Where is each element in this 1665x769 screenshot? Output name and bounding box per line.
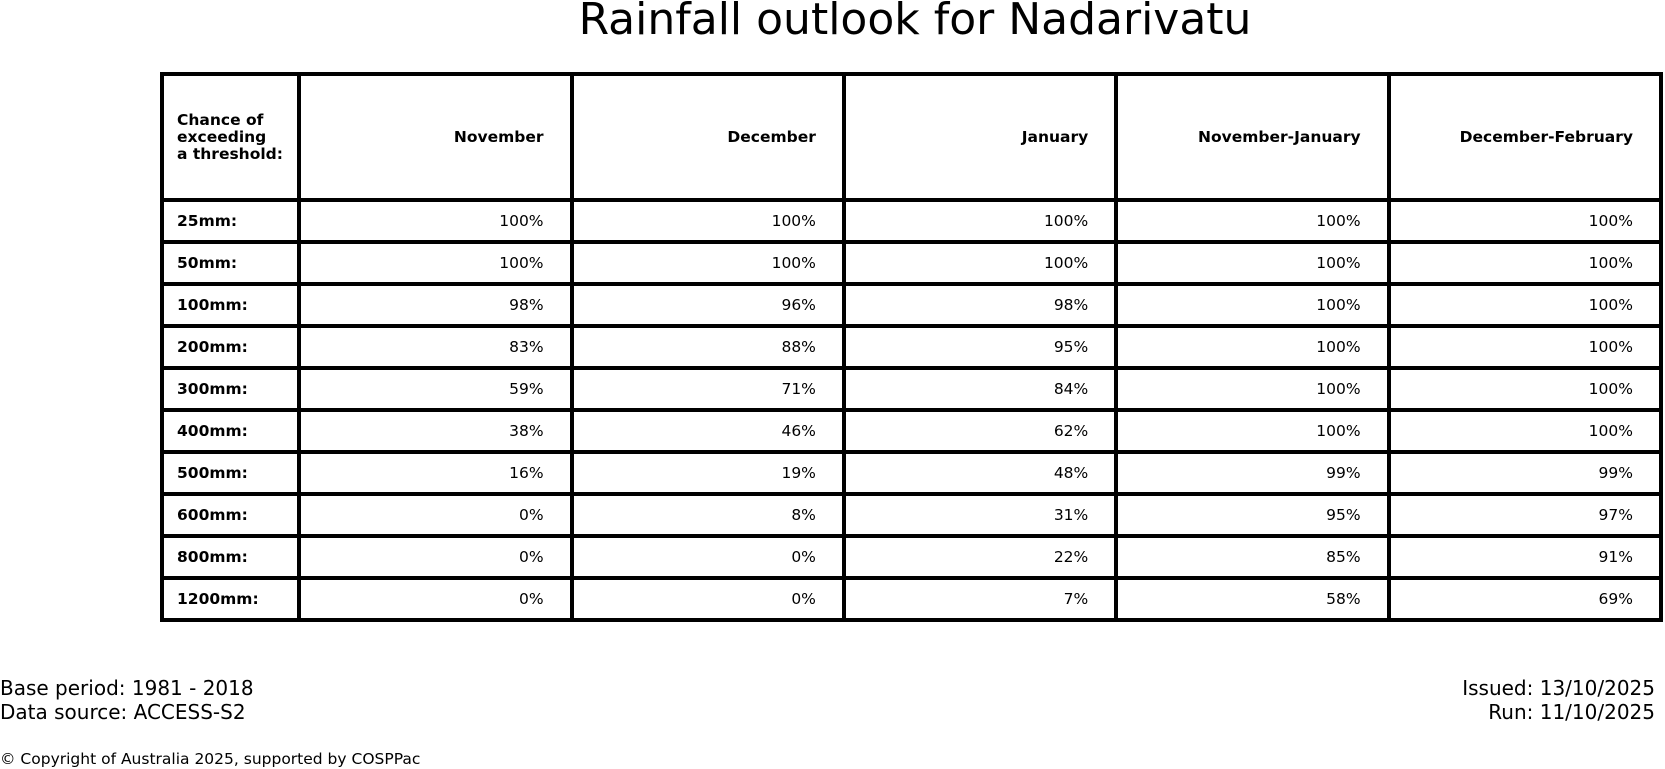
probability-cell: 69% bbox=[1389, 578, 1661, 620]
probability-cell: 59% bbox=[299, 368, 571, 410]
probability-cell: 85% bbox=[1116, 536, 1388, 578]
column-header: November bbox=[299, 74, 571, 200]
probability-cell: 83% bbox=[299, 326, 571, 368]
probability-cell: 97% bbox=[1389, 494, 1661, 536]
probability-cell: 31% bbox=[844, 494, 1116, 536]
corner-label: Chance of exceeding a threshold: bbox=[162, 74, 299, 200]
probability-cell: 16% bbox=[299, 452, 571, 494]
probability-cell: 95% bbox=[844, 326, 1116, 368]
threshold-label: 400mm: bbox=[162, 410, 299, 452]
threshold-label: 300mm: bbox=[162, 368, 299, 410]
threshold-label: 100mm: bbox=[162, 284, 299, 326]
probability-cell: 0% bbox=[572, 536, 844, 578]
column-header: November-January bbox=[1116, 74, 1388, 200]
probability-cell: 100% bbox=[1389, 200, 1661, 242]
probability-cell: 100% bbox=[1389, 410, 1661, 452]
probability-cell: 19% bbox=[572, 452, 844, 494]
probability-cell: 100% bbox=[1116, 410, 1388, 452]
data-source: Data source: ACCESS-S2 bbox=[0, 700, 246, 724]
probability-cell: 100% bbox=[1116, 284, 1388, 326]
table-row bbox=[162, 410, 1661, 452]
table-row bbox=[162, 494, 1661, 536]
probability-cell: 100% bbox=[1116, 326, 1388, 368]
probability-cell: 100% bbox=[572, 200, 844, 242]
probability-cell: 0% bbox=[299, 494, 571, 536]
table-row bbox=[162, 326, 1661, 368]
probability-cell: 0% bbox=[299, 578, 571, 620]
probability-cell: 84% bbox=[844, 368, 1116, 410]
threshold-label: 500mm: bbox=[162, 452, 299, 494]
probability-cell: 62% bbox=[844, 410, 1116, 452]
column-header: December-February bbox=[1389, 74, 1661, 200]
probability-cell: 95% bbox=[1116, 494, 1388, 536]
probability-cell: 8% bbox=[572, 494, 844, 536]
table-row bbox=[162, 200, 1661, 242]
probability-cell: 98% bbox=[844, 284, 1116, 326]
probability-cell: 100% bbox=[844, 200, 1116, 242]
column-header: December bbox=[572, 74, 844, 200]
probability-cell: 100% bbox=[299, 200, 571, 242]
probability-cell: 22% bbox=[844, 536, 1116, 578]
table-row bbox=[162, 536, 1661, 578]
probability-cell: 48% bbox=[844, 452, 1116, 494]
probability-cell: 58% bbox=[1116, 578, 1388, 620]
probability-cell: 0% bbox=[572, 578, 844, 620]
table-row bbox=[162, 284, 1661, 326]
probability-cell: 100% bbox=[299, 242, 571, 284]
footer-left bbox=[0, 676, 254, 724]
probability-cell: 100% bbox=[1116, 242, 1388, 284]
probability-cell: 91% bbox=[1389, 536, 1661, 578]
probability-cell: 100% bbox=[844, 242, 1116, 284]
table-row bbox=[162, 452, 1661, 494]
probability-cell: 100% bbox=[572, 242, 844, 284]
column-header: January bbox=[844, 74, 1116, 200]
probability-cell: 100% bbox=[1389, 284, 1661, 326]
table-row bbox=[162, 578, 1661, 620]
probability-cell: 88% bbox=[572, 326, 844, 368]
threshold-label: 50mm: bbox=[162, 242, 299, 284]
copyright-notice: © Copyright of Australia 2025, supported by COSPPac bbox=[0, 750, 421, 768]
probability-cell: 100% bbox=[1389, 368, 1661, 410]
table-body bbox=[162, 200, 1661, 620]
probability-cell: 100% bbox=[1116, 368, 1388, 410]
run-date: Run: 11/10/2025 bbox=[1488, 700, 1655, 724]
probability-cell: 7% bbox=[844, 578, 1116, 620]
probability-cell: 38% bbox=[299, 410, 571, 452]
probability-cell: 0% bbox=[299, 536, 571, 578]
threshold-label: 600mm: bbox=[162, 494, 299, 536]
rainfall-outlook-table bbox=[160, 72, 1663, 622]
probability-cell: 96% bbox=[572, 284, 844, 326]
footer-right bbox=[1462, 676, 1655, 724]
probability-cell: 99% bbox=[1116, 452, 1388, 494]
threshold-label: 200mm: bbox=[162, 326, 299, 368]
probability-cell: 71% bbox=[572, 368, 844, 410]
probability-cell: 100% bbox=[1389, 242, 1661, 284]
threshold-label: 800mm: bbox=[162, 536, 299, 578]
probability-cell: 98% bbox=[299, 284, 571, 326]
probability-cell: 100% bbox=[1389, 326, 1661, 368]
probability-cell: 99% bbox=[1389, 452, 1661, 494]
threshold-label: 1200mm: bbox=[162, 578, 299, 620]
issued-date: Issued: 13/10/2025 bbox=[1462, 676, 1655, 700]
threshold-label: 25mm: bbox=[162, 200, 299, 242]
base-period: Base period: 1981 - 2018 bbox=[0, 676, 254, 700]
probability-cell: 46% bbox=[572, 410, 844, 452]
table-row bbox=[162, 368, 1661, 410]
chart-title: Rainfall outlook for Nadarivatu bbox=[578, 0, 1252, 45]
table-row bbox=[162, 242, 1661, 284]
table-header-row bbox=[162, 74, 1661, 200]
probability-cell: 100% bbox=[1116, 200, 1388, 242]
